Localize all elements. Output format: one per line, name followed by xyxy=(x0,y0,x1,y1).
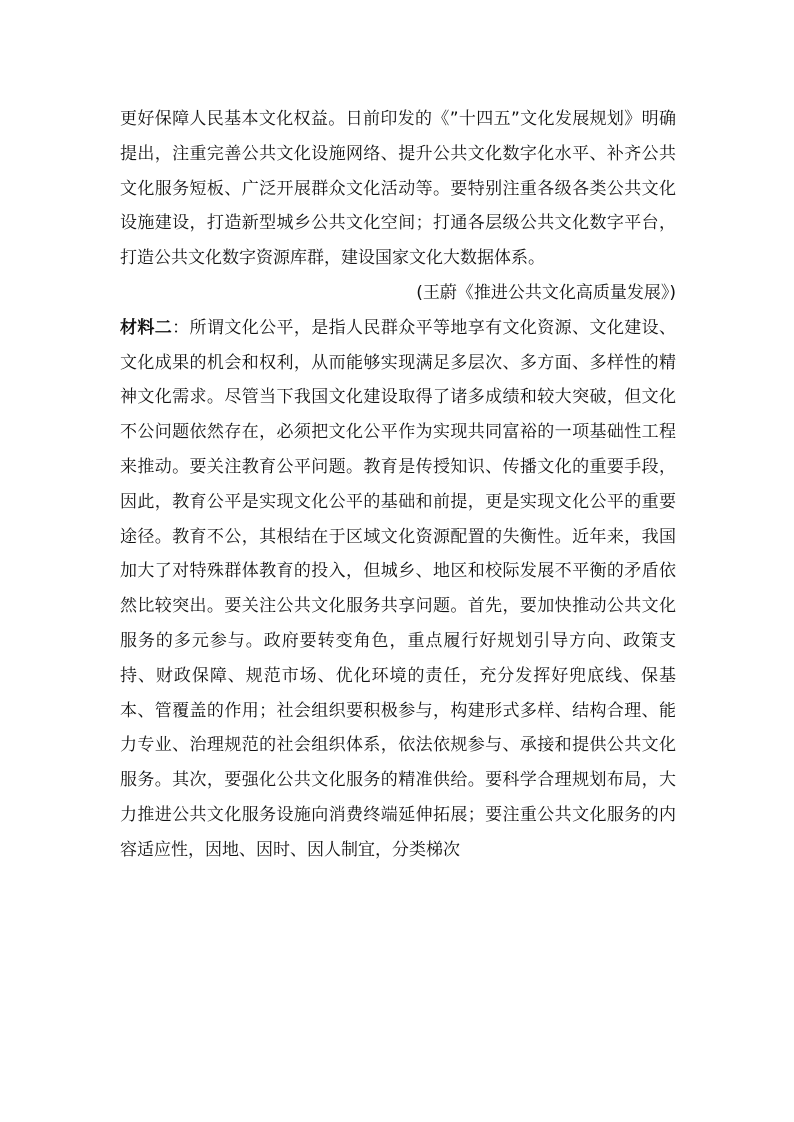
document-body xyxy=(120,102,676,868)
paragraph-2 xyxy=(120,311,676,868)
paragraph-1: 更好保障人民基本文化权益。日前印发的《”十四五”文化发展规划》明确提出，注重完善公共文化设施网络、提升公共文化数字化水平、补齐公共文化服务短板、广泛开展群众文化活动等。要特别注重各级各类公共文化设施建设，打造新型城乡公共文化空间；打通各层级公共文化数字平台，打造公共文化数字资源库群，建设国家文化大数据体系。 xyxy=(120,109,676,269)
source-citation: (王蔚《推进公共文化高质量发展》) xyxy=(416,282,676,303)
material-2-label: 材料二 xyxy=(120,317,173,338)
paragraph-2-text: ：所谓文化公平，是指人民群众平等地享有文化资源、文化建设、文化成果的机会和权利，从而能够实现满足多层次、多方面、多样性的精神文化需求。尽管当下我国文化建设取得了诸多成绩和较大突破，但文化不公问题依然存在，必须把文化公平作为实现共同富裕的一项基础性工程来推动。要关注教育公平问题。教育是传授知识、传播文化的重要手段，因此，教育公平是实现文化公平的基础和前提，更是实现文化公平的重要途径。教育不公，其根结在于区域文化资源配置的失衡性。近年来，我国加大了对特殊群体教育的投入，但城乡、地区和校际发展不平衡的矛盾依然比较突出。要关注公共文化服务共享问题。首先，要加快推动公共文化服务的多元参与。政府要转变角色，重点履行好规划引导方向、政策支持、财政保障、规范市场、优化环境的责任，充分发挥好兜底线、保基本、管覆盖的作用；社会组织要积极参与，构建形式多样、结构合理、能力专业、治理规范的社会组织体系，依法依规参与、承接和提供公共文化服务。其次，要强化公共文化服务的精准供给。要科学合理规划布局，大力推进公共文化服务设施向消费终端延伸拓展；要注重公共文化服务的内容适应性，因地、因时、因人制宜，分类梯次 xyxy=(120,317,677,860)
